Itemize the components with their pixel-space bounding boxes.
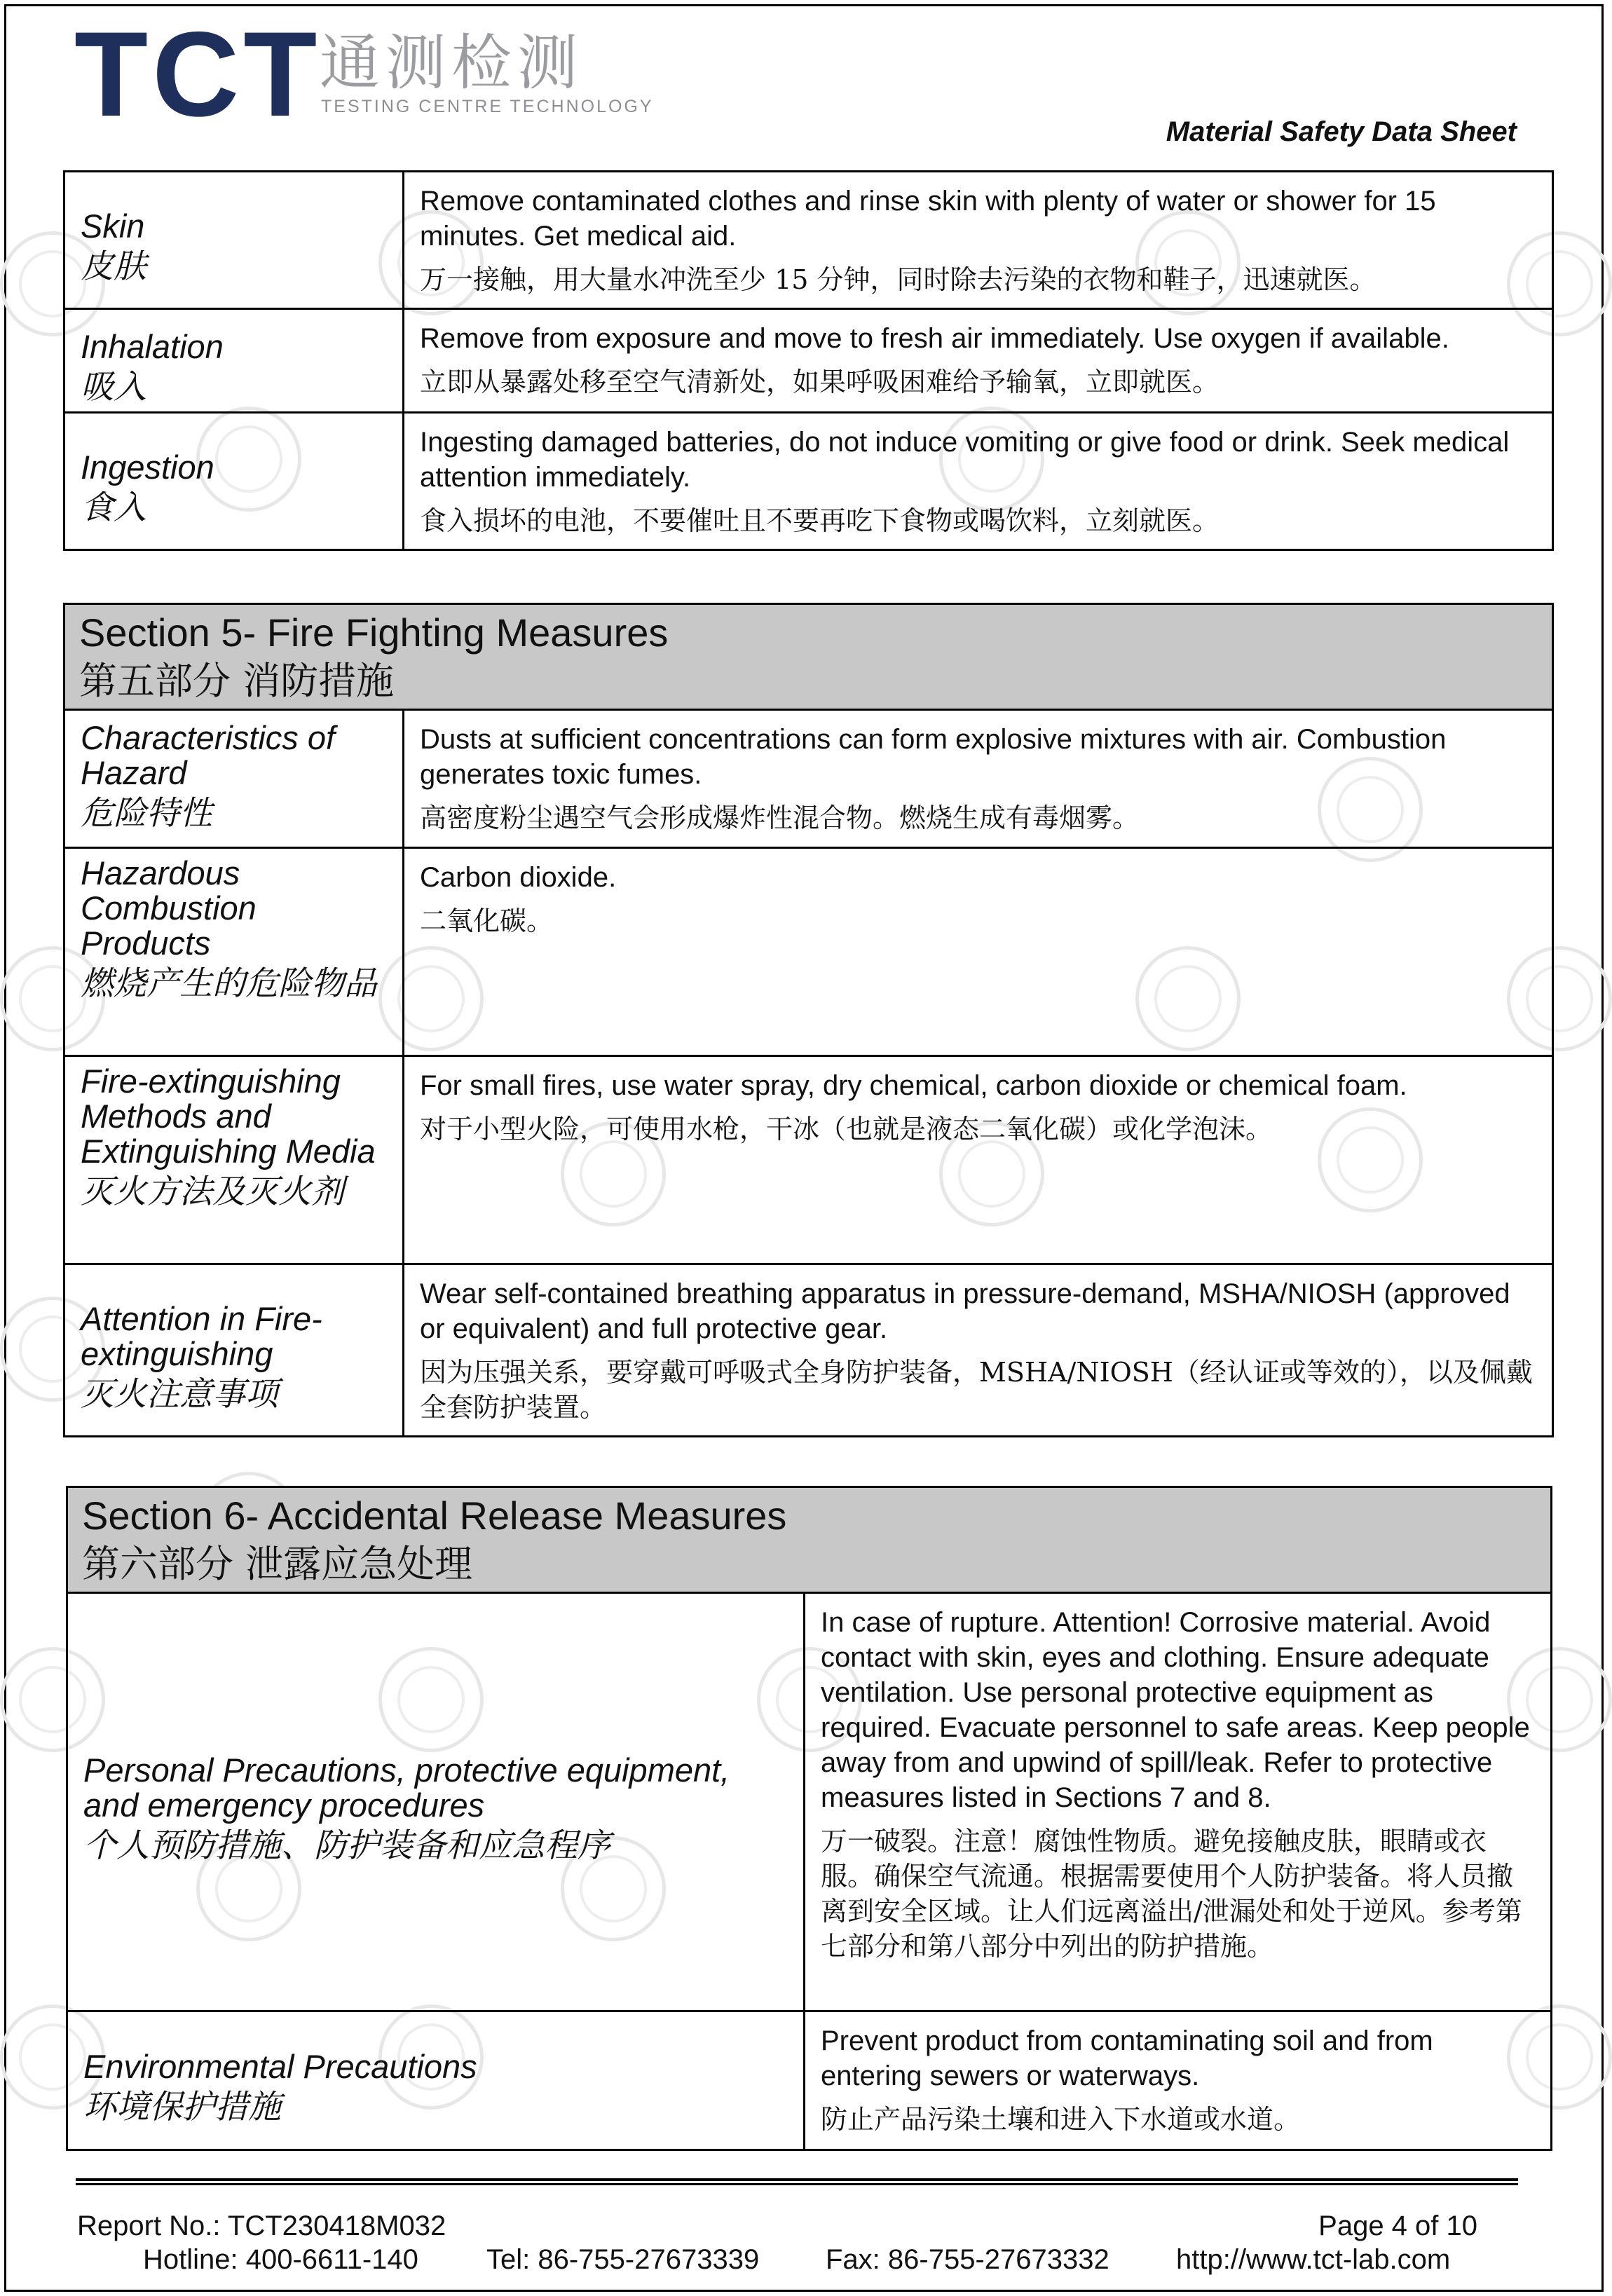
- section-5-table: [63, 603, 1554, 1437]
- label-cn: 吸入: [81, 367, 146, 406]
- first-aid-table: [63, 170, 1554, 551]
- value-cn: 万一破裂。注意！腐蚀性物质。避免接触皮肤，眼睛或衣服。确保空气流通。根据需要使用个人防护装备。将人员撤离到安全区域。让人们远离溢出/泄漏处和处于逆风。参考第七部分和第八部分中列出的防护措施。: [821, 1826, 1522, 1962]
- row-value: [404, 413, 1553, 550]
- row-label: [64, 1264, 404, 1437]
- label-en: Ingestion: [81, 448, 214, 486]
- section-header-row: [67, 1487, 1552, 1593]
- value-en: Ingesting damaged batteries, do not induce vomiting or give food or drink. Seek medical attention immediately.: [420, 427, 1510, 493]
- row-value: [404, 848, 1553, 1056]
- section-header-row: [64, 604, 1553, 710]
- table-row: [64, 309, 1553, 413]
- label-en: Characteristics of Hazard: [81, 719, 336, 791]
- row-label: [64, 710, 404, 848]
- label-en: Environmental Precautions: [83, 2047, 477, 2085]
- value-cn: 立即从暴露处移至空气清新处，如果呼吸困难给予输氧，立即就医。: [420, 367, 1220, 397]
- label-cn: 灭火方法及灭火剂: [81, 1173, 344, 1211]
- value-cn: 防止产品污染土壤和进入下水道或水道。: [821, 2104, 1301, 2135]
- value-en: For small fires, use water spray, dry chemical, carbon dioxide or chemical foam.: [420, 1070, 1407, 1101]
- row-value: [805, 1593, 1552, 2011]
- value-en: In case of rupture. Attention! Corrosive material. Avoid contact with skin, eyes and clothing. Ensure adequate ventilation. Use personal protective equipment as required. Evacuate personnel to safe areas. Keep people away from and upwind of spill/leak. Refer to protective measures listed in Sections 7 and 8.: [821, 1607, 1530, 1813]
- website-link[interactable]: http://www.tct-lab.com: [1176, 2244, 1451, 2275]
- row-label: [67, 1593, 805, 2011]
- value-cn: 高密度粉尘遇空气会形成爆炸性混合物。燃烧生成有毒烟雾。: [420, 802, 1140, 833]
- value-cn: 二氧化碳。: [420, 906, 554, 936]
- label-en: Skin: [81, 207, 145, 245]
- row-label: [64, 172, 404, 309]
- label-en: Personal Precautions, protective equipment, and emergency procedures: [83, 1751, 730, 1824]
- table-row: [64, 1056, 1553, 1264]
- label-cn: 个人预防措施、防护装备和应急程序: [83, 1826, 610, 1865]
- table-row: [67, 1593, 1552, 2011]
- label-cn: 燃烧产生的危险物品: [81, 964, 377, 1003]
- value-en: Wear self-contained breathing apparatus in pressure-demand, MSHA/NIOSH (approved or equivalent) and full protective gear.: [420, 1278, 1510, 1344]
- row-label: [67, 2011, 805, 2150]
- label-en: Fire-extinguishing Methods and Extinguishing Media: [81, 1062, 376, 1170]
- row-label: [64, 413, 404, 550]
- row-value: [805, 2011, 1552, 2150]
- row-value: [404, 309, 1553, 413]
- label-cn: 环境保护措施: [83, 2087, 281, 2126]
- label-en: Hazardous Combustion Products: [81, 854, 257, 962]
- value-en: Prevent product from contaminating soil and from entering sewers or waterways.: [821, 2025, 1433, 2091]
- table-row: [64, 413, 1553, 550]
- section-title-cn: 第五部分 消防措施: [79, 659, 395, 703]
- table-row: [64, 172, 1553, 309]
- hotline: Hotline: 400-6611-140: [143, 2244, 418, 2275]
- section-6-table: [66, 1486, 1552, 2151]
- label-cn: 危险特性: [81, 794, 212, 833]
- value-en: Carbon dioxide.: [420, 862, 617, 893]
- value-en: Dusts at sufficient concentrations can form explosive mixtures with air. Combustion generates toxic fumes.: [420, 724, 1447, 790]
- logo-chinese-text: 通测检测: [320, 28, 583, 98]
- section-header: [67, 1487, 1552, 1593]
- table-row: [67, 2011, 1552, 2150]
- section-title-en: Section 6- Accidental Release Measures: [82, 1494, 787, 1538]
- row-label: [64, 1056, 404, 1264]
- value-cn: 食入损坏的电池，不要催吐且不要再吃下食物或喝饮料，立刻就医。: [420, 505, 1220, 536]
- section-title-cn: 第六部分 泄露应急处理: [82, 1542, 473, 1586]
- telephone: Tel: 86-755-27673339: [486, 2244, 760, 2275]
- table-row: [64, 710, 1553, 848]
- value-en: Remove from exposure and move to fresh air immediately. Use oxygen if available.: [420, 323, 1449, 354]
- footer-divider: [76, 2178, 1518, 2185]
- page-number: Page 4 of 10: [1318, 2210, 1477, 2241]
- value-cn: 万一接触，用大量水冲洗至少 15 分钟，同时除去污染的衣物和鞋子，迅速就医。: [420, 264, 1377, 295]
- label-en: Inhalation: [81, 327, 224, 365]
- label-cn: 灭火注意事项: [81, 1374, 278, 1414]
- row-value: [404, 710, 1553, 848]
- section-title-en: Section 5- Fire Fighting Measures: [79, 610, 669, 655]
- value-en: Remove contaminated clothes and rinse skin with plenty of water or shower for 15 minutes. Get medical aid.: [420, 186, 1436, 252]
- row-value: [404, 172, 1553, 309]
- row-label: [64, 848, 404, 1056]
- logo-text: TCT: [74, 7, 322, 142]
- logo-tagline: TESTING CENTRE TECHNOLOGY: [321, 97, 654, 116]
- value-cn: 对于小型火险，可使用水枪，干冰（也就是液态二氧化碳）或化学泡沫。: [420, 1114, 1273, 1144]
- value-cn: 因为压强关系，要穿戴可呼吸式全身防护装备，MSHA/NIOSH（经认证或等效的），以及佩戴全套防护装置。: [420, 1357, 1533, 1423]
- table-row: [64, 848, 1553, 1056]
- label-cn: 皮肤: [81, 247, 146, 286]
- row-value: [404, 1056, 1553, 1264]
- row-value: [404, 1264, 1553, 1437]
- section-header: [64, 604, 1553, 710]
- fax: Fax: 86-755-27673332: [826, 2244, 1109, 2275]
- row-label: [64, 309, 404, 413]
- label-cn: 食入: [81, 488, 146, 527]
- report-number: Report No.: TCT230418M032: [77, 2210, 446, 2241]
- document-title: Material Safety Data Sheet: [1166, 116, 1517, 147]
- label-en: Attention in Fire-extinguishing: [81, 1299, 322, 1372]
- table-row: [64, 1264, 1553, 1437]
